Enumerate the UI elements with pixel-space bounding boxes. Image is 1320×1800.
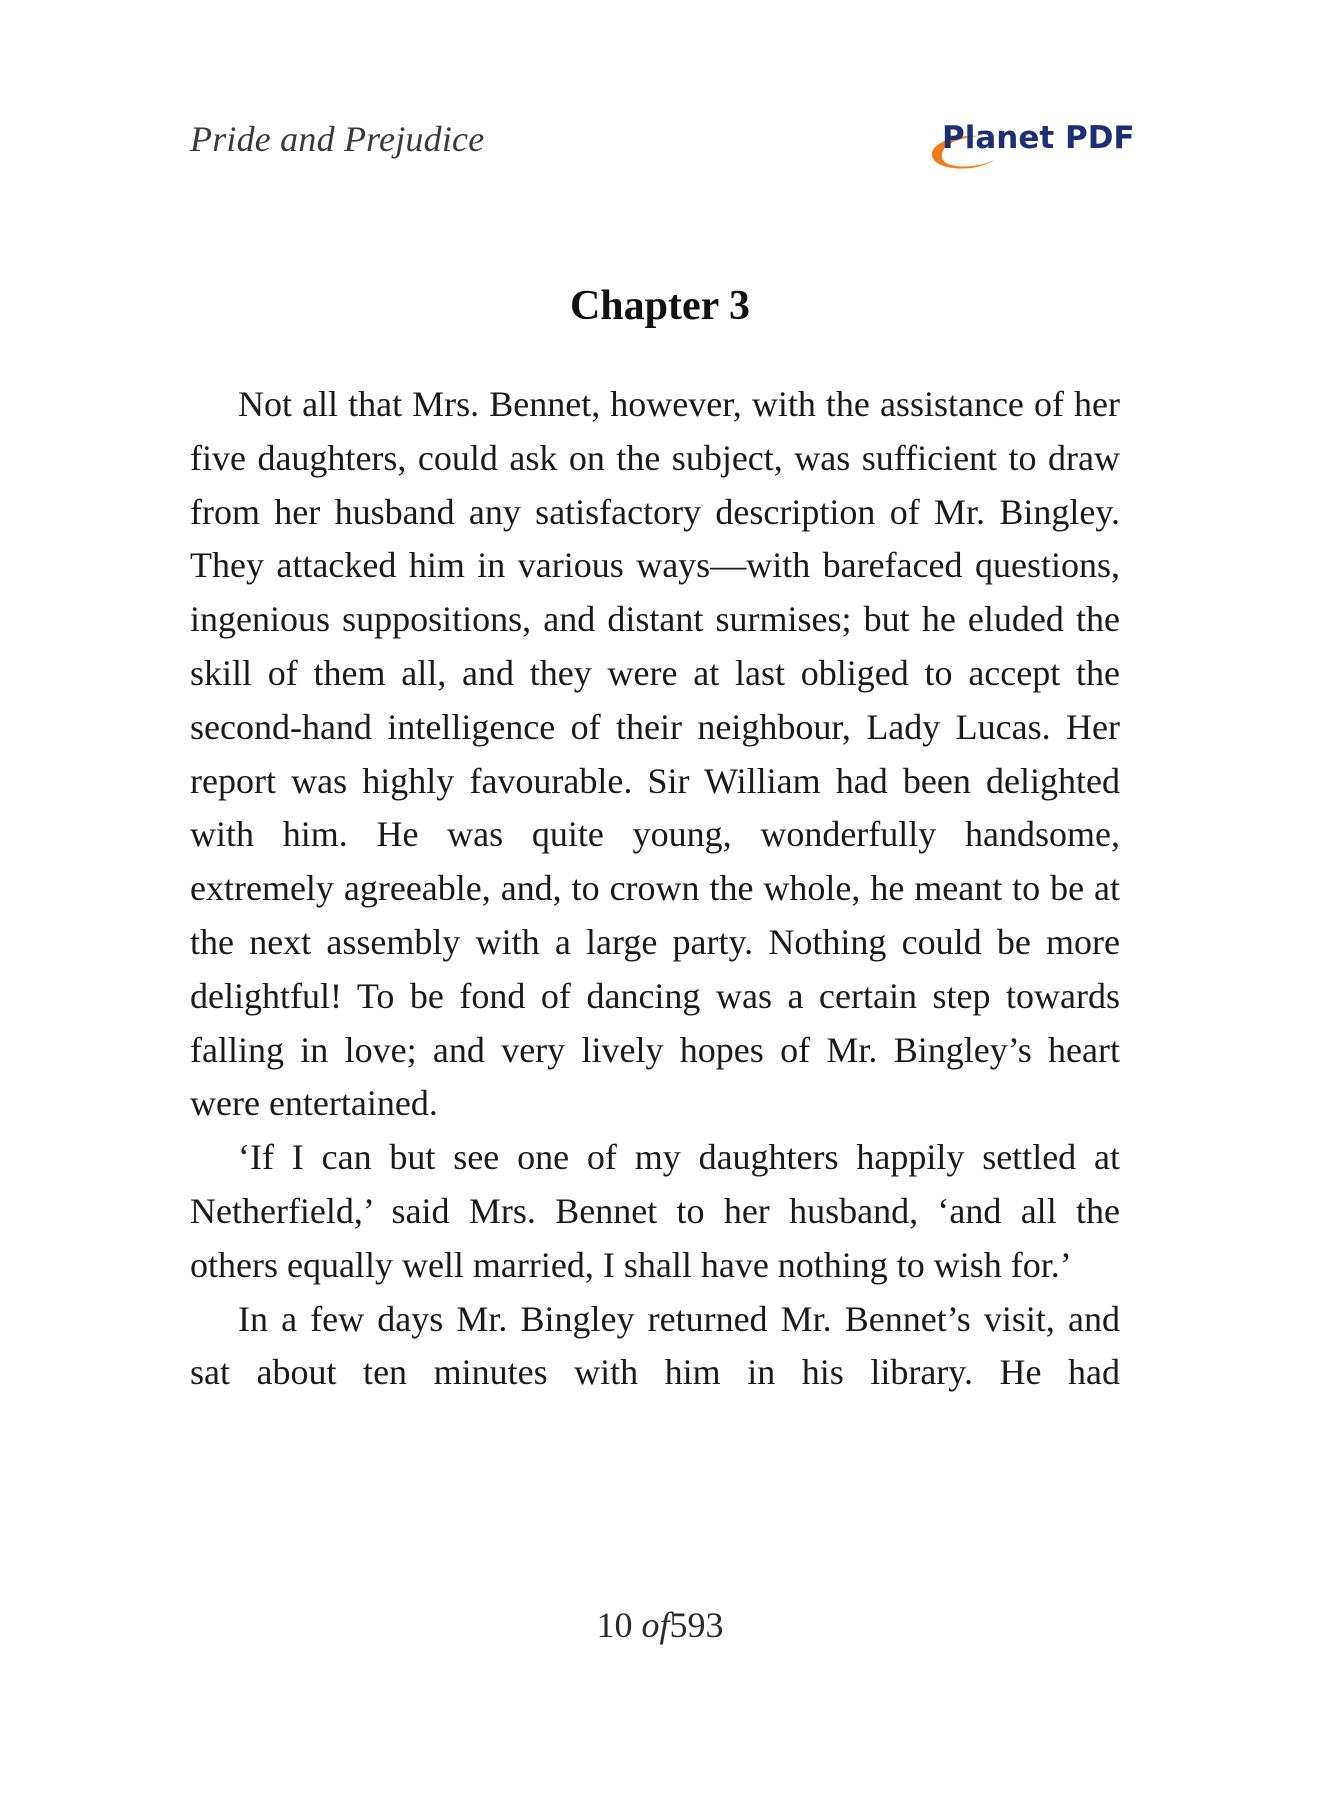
brand-name: Planet PDF — [942, 120, 1135, 156]
paragraph: ‘If I can but see one of my daughters happily settled at Netherfield,’ said Mrs. Bennet to her husband, ‘and all the others equally well married, I shall have nothing to wish for.’ — [190, 1137, 1120, 1285]
paragraph: In a few days Mr. Bingley returned Mr. Bennet’s visit, and sat about ten minutes with him in his library. He had — [190, 1298, 1120, 1393]
book-title: Pride and Prejudice — [190, 119, 485, 159]
total-pages: 593 — [669, 1605, 724, 1645]
chapter-body — [190, 378, 1120, 1400]
planet-pdf-logo — [928, 116, 1135, 174]
current-page: 10 — [596, 1605, 633, 1645]
page-number — [0, 1604, 1320, 1646]
chapter-title: Chapter 3 — [569, 283, 751, 329]
paragraph: Not all that Mrs. Bennet, however, with the assistance of her five daughters, could ask on the subject, was sufficient to draw from her husband any satisfactory description of Mr. Bingley. They attacked him in various ways—with barefaced questions, ingenious suppositions, and distant surmises; but he eluded the skill of them all, and they were at last obliged to accept the second-hand intelligence of their neighbour, Lady Lucas. Her report was highly favourable. Sir William had been delighted with him. He was quite young, wonderfully handsome, extremely agreeable, and, to crown the whole, he meant to be at the next assembly with a large party. Nothing could be more delightful! To be fond of dancing was a certain step towards falling in love; and very lively hopes of Mr. Bingley’s heart were entertained. — [190, 384, 1120, 1124]
page-separator: of — [641, 1605, 670, 1645]
